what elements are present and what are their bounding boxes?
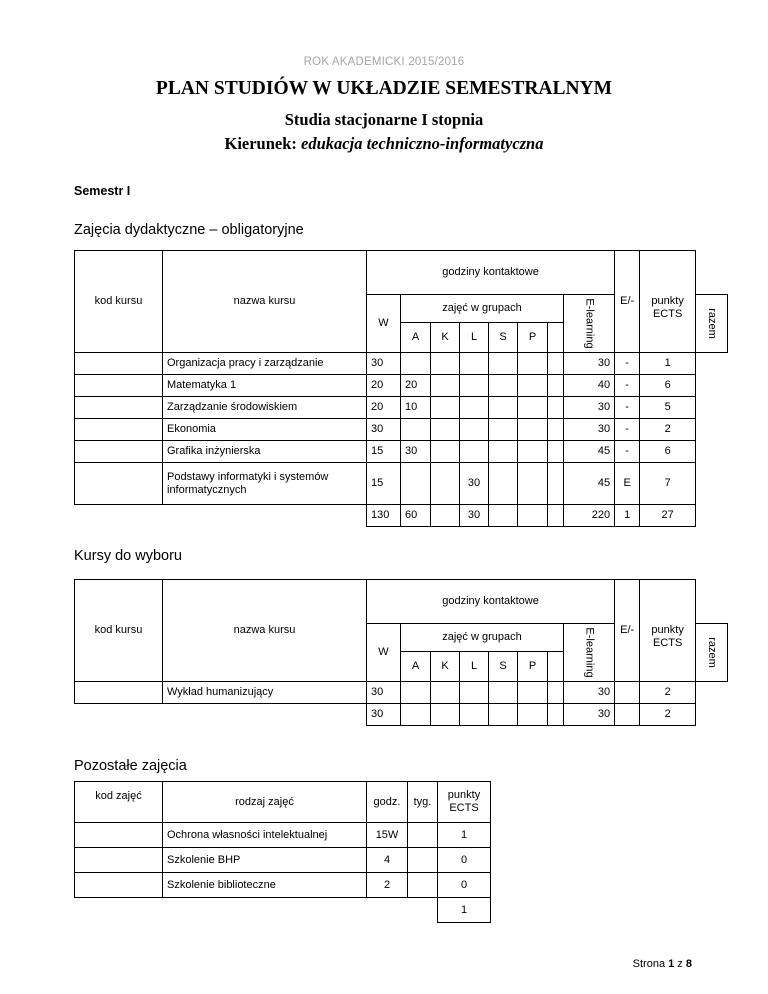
l-cell bbox=[460, 375, 489, 397]
course-code-cell bbox=[75, 419, 163, 441]
activity-type-cell: Szkolenie biblioteczne bbox=[163, 873, 367, 898]
exam-cell: - bbox=[615, 441, 640, 463]
semester-label: Semestr I bbox=[74, 184, 131, 198]
activity-type-cell: Ochrona własności intelektualnej bbox=[163, 823, 367, 848]
course-name-cell: Podstawy informatyki i systemów informatycznych bbox=[163, 463, 367, 505]
razem-cell: 30 bbox=[564, 682, 615, 704]
razem-cell: 45 bbox=[564, 463, 615, 505]
course-code-cell bbox=[75, 397, 163, 419]
course-code-cell bbox=[75, 682, 163, 704]
s-cell bbox=[489, 397, 518, 419]
header-s: S bbox=[489, 323, 518, 353]
header-ects: punkty ECTS bbox=[438, 782, 491, 823]
e-cell bbox=[548, 463, 564, 505]
course-code-cell bbox=[75, 353, 163, 375]
direction-prefix: Kierunek: bbox=[224, 134, 302, 153]
razem-cell: 30 bbox=[564, 353, 615, 375]
ects-cell: 6 bbox=[640, 375, 696, 397]
s-cell bbox=[489, 375, 518, 397]
k-cell bbox=[431, 397, 460, 419]
table-row bbox=[75, 397, 728, 419]
razem-label: razem bbox=[705, 637, 718, 668]
elearning-label: E-learning bbox=[583, 627, 596, 678]
header-k: K bbox=[431, 323, 460, 353]
header-a: A bbox=[401, 323, 431, 353]
w-cell: 20 bbox=[367, 375, 401, 397]
week-cell bbox=[408, 873, 438, 898]
total-cell bbox=[518, 505, 548, 527]
exam-cell: - bbox=[615, 397, 640, 419]
header-ects: punkty ECTS bbox=[640, 251, 696, 353]
p-cell bbox=[518, 419, 548, 441]
w-cell: 15 bbox=[367, 463, 401, 505]
exam-cell: - bbox=[615, 419, 640, 441]
l-cell: 30 bbox=[460, 463, 489, 505]
w-cell: 30 bbox=[367, 353, 401, 375]
header-elearning bbox=[564, 624, 615, 682]
course-name-cell: Zarządzanie środowiskiem bbox=[163, 397, 367, 419]
header-week: tyg. bbox=[408, 782, 438, 823]
course-name-cell: Organizacja pracy i zarządzanie bbox=[163, 353, 367, 375]
header-contact-hours: godziny kontaktowe bbox=[367, 580, 615, 624]
a-cell: 10 bbox=[401, 397, 431, 419]
s-cell bbox=[489, 441, 518, 463]
ects-cell: 0 bbox=[438, 848, 491, 873]
ects-cell: 5 bbox=[640, 397, 696, 419]
section-other-title: Pozostałe zajęcia bbox=[74, 758, 187, 774]
header-p: P bbox=[518, 652, 548, 682]
p-cell bbox=[518, 441, 548, 463]
table-row bbox=[75, 463, 728, 505]
section-elective-title: Kursy do wyboru bbox=[74, 548, 182, 564]
hours-cell: 4 bbox=[367, 848, 408, 873]
total-cell: 1 bbox=[615, 505, 640, 527]
p-cell bbox=[518, 375, 548, 397]
academic-year: ROK AKADEMICKI 2015/2016 bbox=[303, 56, 465, 68]
total-cell: 1 bbox=[438, 898, 491, 923]
header-razem bbox=[696, 624, 728, 682]
k-cell bbox=[431, 353, 460, 375]
header-exam: E/- bbox=[615, 580, 640, 682]
header-p: P bbox=[518, 323, 548, 353]
w-cell: 30 bbox=[367, 419, 401, 441]
other-activities-table bbox=[74, 781, 491, 923]
header-razem bbox=[696, 295, 728, 353]
w-cell: 15 bbox=[367, 441, 401, 463]
header-w: W bbox=[367, 624, 401, 682]
a-cell bbox=[401, 463, 431, 505]
total-cell: 27 bbox=[640, 505, 696, 527]
a-cell: 30 bbox=[401, 441, 431, 463]
total-cell: 2 bbox=[640, 704, 696, 726]
ects-cell: 2 bbox=[640, 419, 696, 441]
k-cell bbox=[431, 441, 460, 463]
l-cell bbox=[460, 397, 489, 419]
razem-label: razem bbox=[705, 308, 718, 339]
direction-name: edukacja techniczno-informatyczna bbox=[301, 134, 544, 153]
total-cell: 130 bbox=[367, 505, 401, 527]
k-cell bbox=[431, 375, 460, 397]
header-w: W bbox=[367, 295, 401, 353]
table-row bbox=[75, 873, 491, 898]
table-row bbox=[75, 375, 728, 397]
p-cell bbox=[518, 463, 548, 505]
header-activity-type: rodzaj zajęć bbox=[163, 782, 367, 823]
exam-cell: E bbox=[615, 463, 640, 505]
total-cell: 30 bbox=[564, 704, 615, 726]
exam-cell: - bbox=[615, 375, 640, 397]
p-cell bbox=[518, 397, 548, 419]
header-course-code: kod kursu bbox=[75, 251, 163, 353]
header-a: A bbox=[401, 652, 431, 682]
header-exam: E/- bbox=[615, 251, 640, 353]
header-k: K bbox=[431, 652, 460, 682]
a-cell bbox=[401, 353, 431, 375]
e-cell bbox=[548, 375, 564, 397]
hours-cell: 2 bbox=[367, 873, 408, 898]
razem-cell: 30 bbox=[564, 397, 615, 419]
total-cell bbox=[615, 704, 640, 726]
table-row bbox=[75, 823, 491, 848]
course-code-cell bbox=[75, 463, 163, 505]
ects-cell: 1 bbox=[438, 823, 491, 848]
course-name-cell: Wykład humanizujący bbox=[163, 682, 367, 704]
header-course-code: kod kursu bbox=[75, 580, 163, 682]
razem-cell: 45 bbox=[564, 441, 615, 463]
total-cell: 30 bbox=[367, 704, 401, 726]
table2-total-row bbox=[75, 704, 728, 726]
total-cell: 220 bbox=[564, 505, 615, 527]
table-row bbox=[75, 419, 728, 441]
ects-cell: 2 bbox=[640, 682, 696, 704]
hours-cell: 15W bbox=[367, 823, 408, 848]
exam-cell: - bbox=[615, 353, 640, 375]
k-cell bbox=[431, 419, 460, 441]
total-cell: 60 bbox=[401, 505, 431, 527]
l-cell bbox=[460, 441, 489, 463]
table-row bbox=[75, 682, 728, 704]
header-ects: punkty ECTS bbox=[640, 580, 696, 682]
week-cell bbox=[408, 823, 438, 848]
activity-type-cell: Szkolenie BHP bbox=[163, 848, 367, 873]
l-cell bbox=[460, 353, 489, 375]
header-course-name: nazwa kursu bbox=[163, 251, 367, 353]
page-title: PLAN STUDIÓW W UKŁADZIE SEMESTRALNYM bbox=[155, 78, 613, 99]
header-course-name: nazwa kursu bbox=[163, 580, 367, 682]
header-contact-hours: godziny kontaktowe bbox=[367, 251, 615, 295]
header-hours: godz. bbox=[367, 782, 408, 823]
study-mode: Studia stacjonarne I stopnia bbox=[284, 110, 484, 129]
obligatory-courses-table bbox=[74, 250, 728, 527]
total-cell bbox=[548, 505, 564, 527]
e-cell bbox=[548, 397, 564, 419]
ects-cell: 1 bbox=[640, 353, 696, 375]
table-row bbox=[75, 441, 728, 463]
header-l: L bbox=[460, 323, 489, 353]
header-groups: zajęć w grupach bbox=[401, 624, 564, 652]
header-activity-code: kod zajęć bbox=[75, 782, 163, 823]
ects-cell: 6 bbox=[640, 441, 696, 463]
s-cell bbox=[489, 463, 518, 505]
course-name-cell: Grafika inżynierska bbox=[163, 441, 367, 463]
exam-cell bbox=[615, 682, 640, 704]
razem-cell: 30 bbox=[564, 419, 615, 441]
study-direction bbox=[0, 134, 768, 154]
section-obligatory-title: Zajęcia dydaktyczne – obligatoryjne bbox=[74, 222, 304, 238]
total-cell: 30 bbox=[460, 505, 489, 527]
razem-cell: 40 bbox=[564, 375, 615, 397]
ects-cell: 7 bbox=[640, 463, 696, 505]
header-s: S bbox=[489, 652, 518, 682]
total-cell bbox=[489, 505, 518, 527]
s-cell bbox=[489, 353, 518, 375]
s-cell bbox=[489, 419, 518, 441]
header-groups: zajęć w grupach bbox=[401, 295, 564, 323]
table3-total-row bbox=[75, 898, 491, 923]
page-number: Strona 1 z 8 bbox=[632, 958, 692, 970]
ects-cell: 0 bbox=[438, 873, 491, 898]
a-cell: 20 bbox=[401, 375, 431, 397]
e-cell bbox=[548, 419, 564, 441]
header-elearning bbox=[564, 295, 615, 353]
e-cell bbox=[548, 441, 564, 463]
k-cell bbox=[431, 463, 460, 505]
course-code-cell bbox=[75, 375, 163, 397]
table-row bbox=[75, 353, 728, 375]
p-cell bbox=[518, 353, 548, 375]
table-row bbox=[75, 848, 491, 873]
e-cell bbox=[548, 353, 564, 375]
elective-courses-table bbox=[74, 579, 728, 726]
w-cell: 30 bbox=[367, 682, 401, 704]
course-code-cell bbox=[75, 441, 163, 463]
course-name-cell: Ekonomia bbox=[163, 419, 367, 441]
course-name-cell: Matematyka 1 bbox=[163, 375, 367, 397]
week-cell bbox=[408, 848, 438, 873]
elearning-label: E-learning bbox=[583, 298, 596, 349]
header-l: L bbox=[460, 652, 489, 682]
a-cell bbox=[401, 419, 431, 441]
table1-body bbox=[75, 353, 728, 505]
w-cell: 20 bbox=[367, 397, 401, 419]
l-cell bbox=[460, 419, 489, 441]
table1-total-row bbox=[75, 505, 728, 527]
total-cell bbox=[431, 505, 460, 527]
